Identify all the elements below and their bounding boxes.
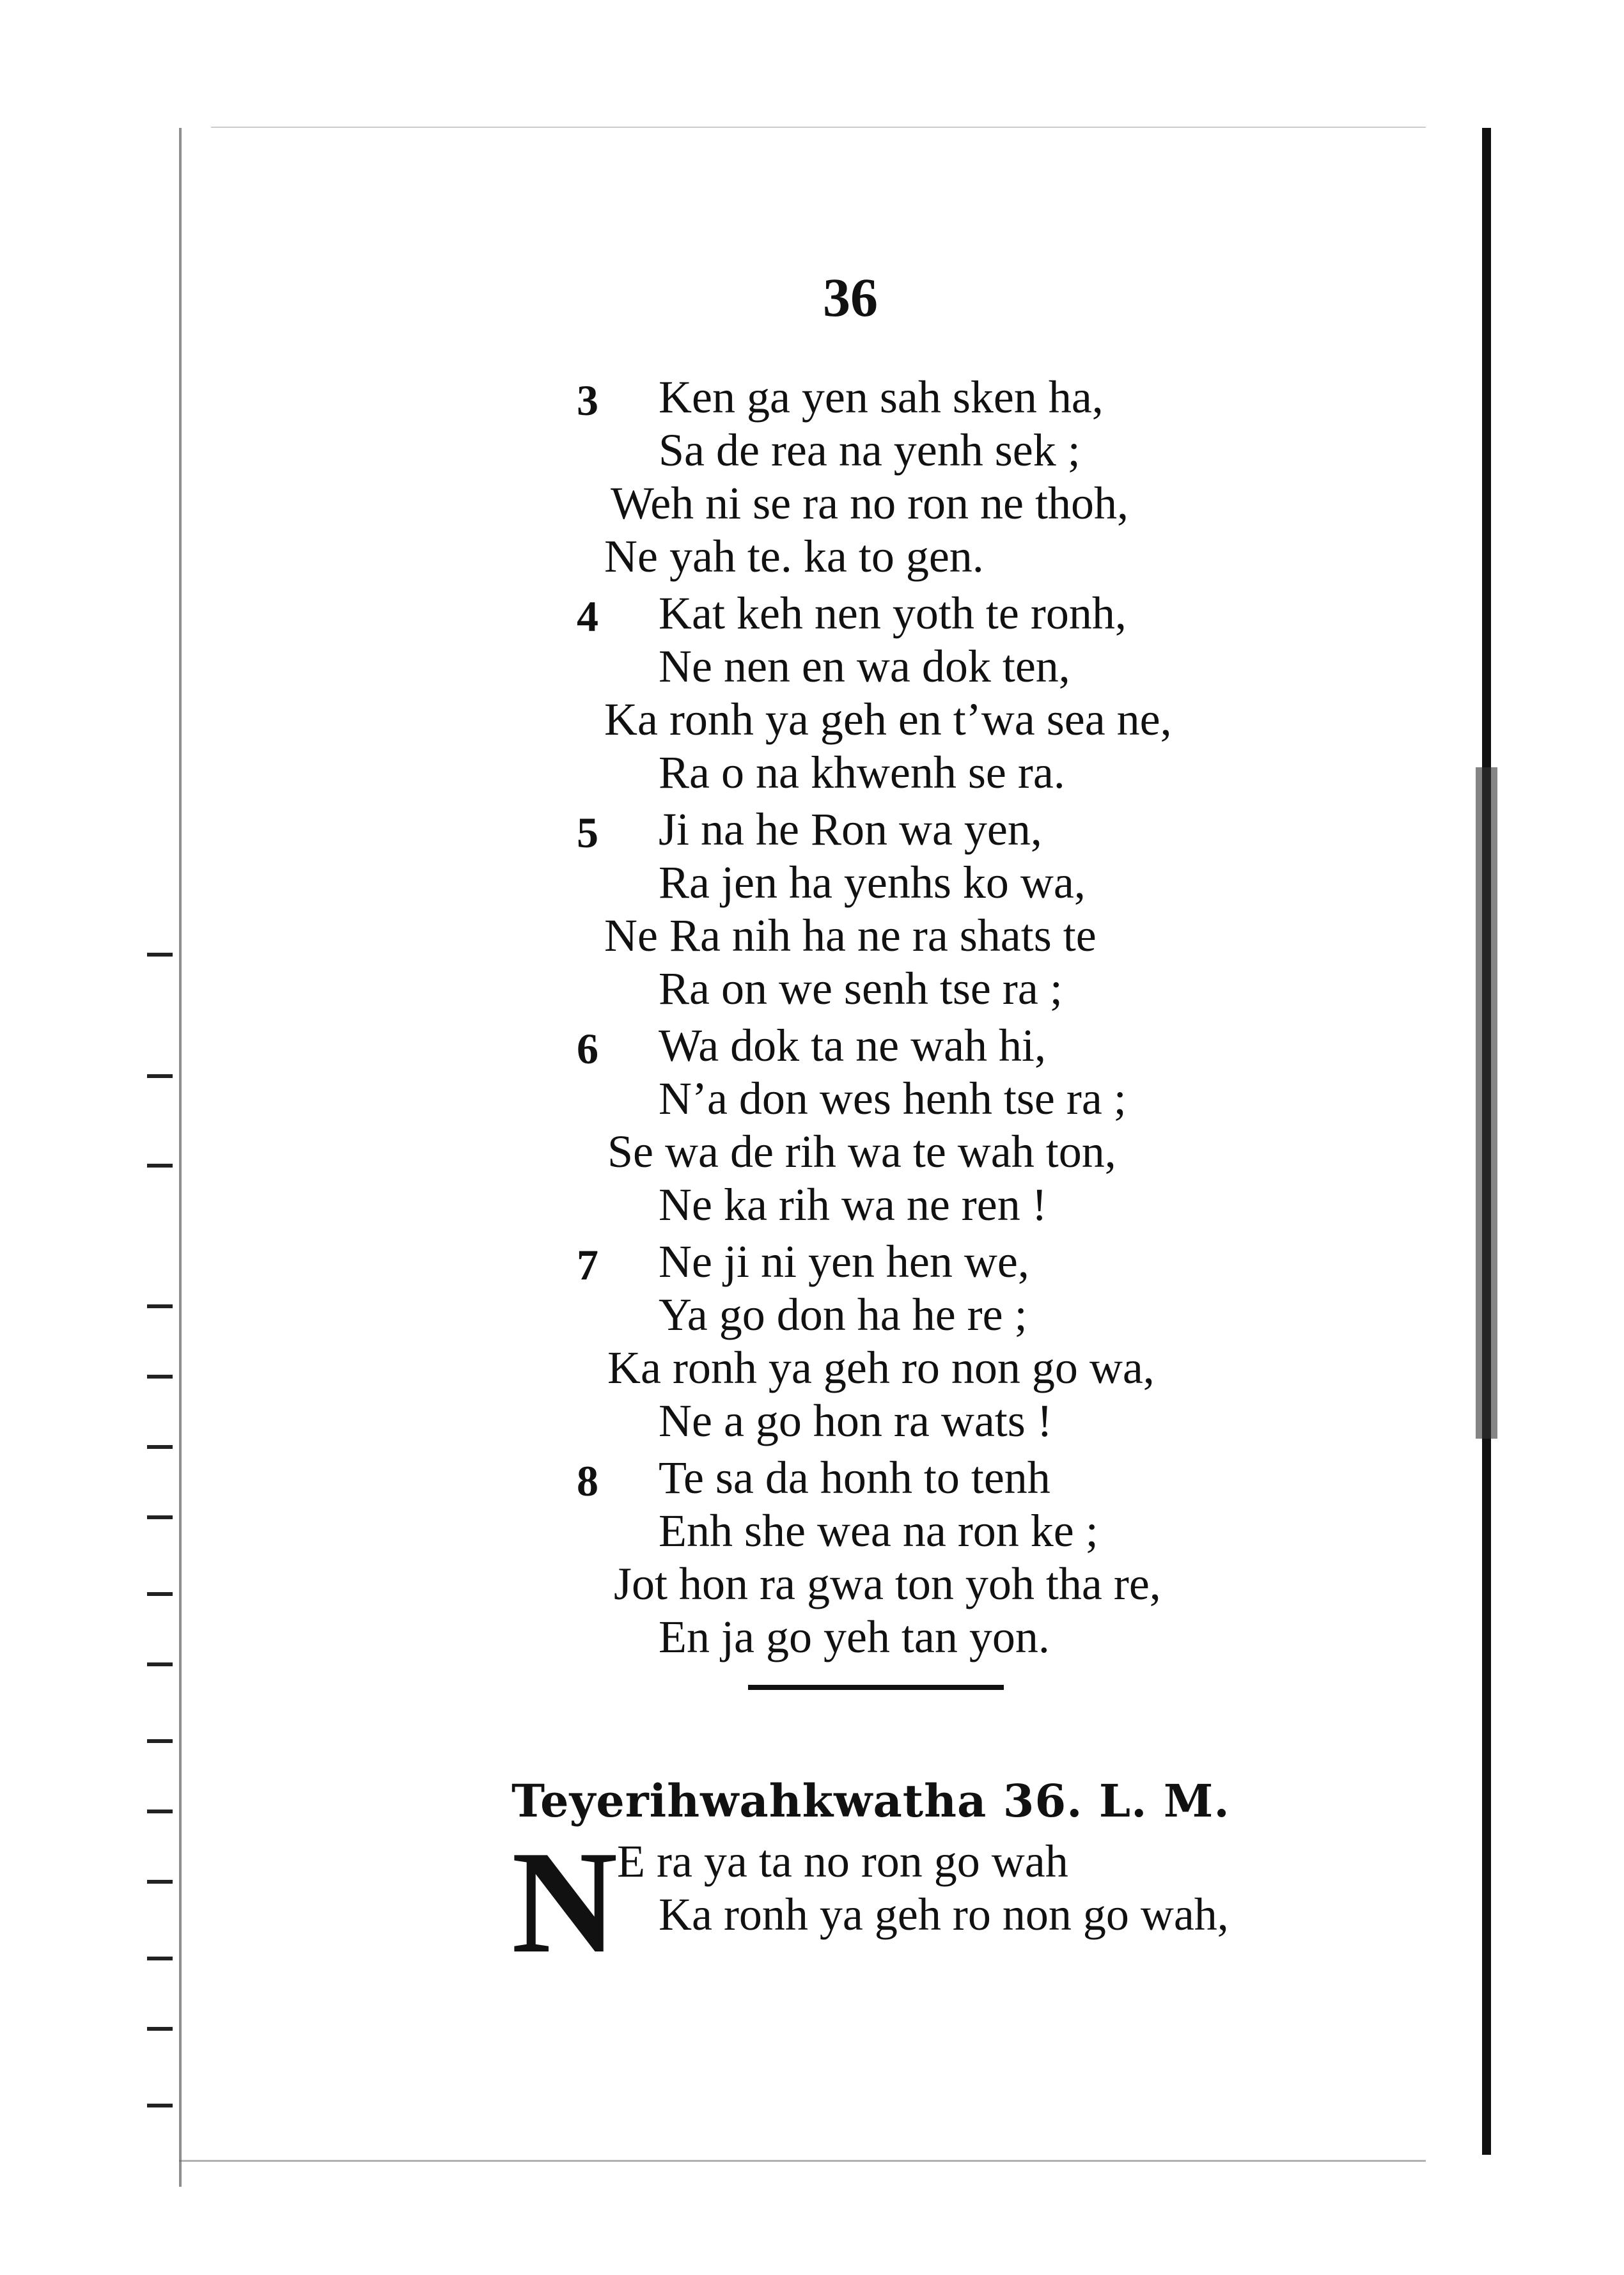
edge-mark (147, 1957, 173, 1960)
edge-mark (147, 1739, 173, 1743)
left-margin-binding (147, 128, 217, 2187)
edge-mark (147, 1592, 173, 1596)
verse-line: Ne nen en wa dok ten, (659, 641, 1070, 692)
verse-line: Enh she wea na ron ke ; (659, 1505, 1098, 1556)
verse-line: En ja go yeh tan yon. (659, 1611, 1050, 1662)
edge-mark (147, 1880, 173, 1884)
drop-cap: N (511, 1820, 618, 1983)
verse-line: Se wa de rih wa te wah ton, (607, 1126, 1116, 1177)
edge-mark (147, 2104, 173, 2107)
verse-line: Ne a go hon ra wats ! (659, 1395, 1052, 1446)
left-edge-rule (179, 128, 182, 2187)
right-margin-binding (1456, 128, 1527, 2155)
verse-number: 4 (577, 592, 598, 641)
right-edge-shadow (1476, 767, 1497, 1439)
section-divider (748, 1685, 1004, 1690)
edge-mark (147, 1164, 173, 1168)
verse-line: Sa de rea na yenh sek ; (659, 425, 1081, 476)
verse-line: Wa dok ta ne wah hi, (659, 1020, 1047, 1071)
edge-mark (147, 2027, 173, 2031)
verse-line: Ya go don ha he re ; (659, 1289, 1027, 1340)
verse-line: Ne ka rih wa ne ren ! (659, 1179, 1047, 1230)
edge-mark (147, 1662, 173, 1666)
edge-mark (147, 1375, 173, 1379)
hymn-title: Teyerihwahkwatha 36. L. M. (511, 1774, 1230, 1827)
hymn-second-line: Ka ronh ya geh ro non go wah, (659, 1889, 1229, 1940)
verse-line: Ji na he Ron wa yen, (659, 804, 1042, 855)
verse-line: N’a don wes henh tse ra ; (659, 1073, 1127, 1124)
hymn-first-line: E ra ya ta no ron go wah (617, 1836, 1068, 1887)
edge-mark (147, 953, 173, 957)
verse-line: Ka ronh ya geh en t’wa sea ne, (604, 694, 1172, 745)
verse-line: Weh ni se ra no ron ne thoh, (611, 478, 1128, 529)
verse-number: 8 (577, 1457, 598, 1505)
verse-line: Jot hon ra gwa ton yoh tha re, (614, 1558, 1161, 1609)
verse-line: Ka ronh ya geh ro non go wa, (607, 1342, 1155, 1393)
edge-mark (147, 1304, 173, 1308)
verse-line: Ne Ra nih ha ne ra shats te (604, 910, 1097, 961)
verse-number: 7 (577, 1240, 598, 1289)
verse-line: Ra on we senh tse ra ; (659, 963, 1063, 1014)
edge-mark (147, 1074, 173, 1078)
verse-number: 3 (577, 376, 598, 425)
edge-mark (147, 1515, 173, 1519)
verse-number: 5 (577, 808, 598, 857)
verse-line: Ra jen ha yenhs ko wa, (659, 857, 1086, 908)
verse-line: Ne ji ni yen hen we, (659, 1236, 1029, 1287)
verse-number: 6 (577, 1024, 598, 1073)
edge-mark (147, 1810, 173, 1813)
verse-line: Ra o na khwenh se ra. (659, 747, 1065, 798)
verse-line: Ne yah te. ka to gen. (604, 531, 984, 582)
verse-line: Kat keh nen yoth te ronh, (659, 588, 1127, 639)
verse-line: Te sa da honh to tenh (659, 1452, 1050, 1503)
page-number: 36 (823, 267, 878, 328)
edge-mark (147, 1445, 173, 1449)
verse-line: Ken ga yen sah sken ha, (659, 371, 1104, 423)
page-bottom-edge (179, 2160, 1426, 2162)
page-top-edge (211, 127, 1426, 128)
